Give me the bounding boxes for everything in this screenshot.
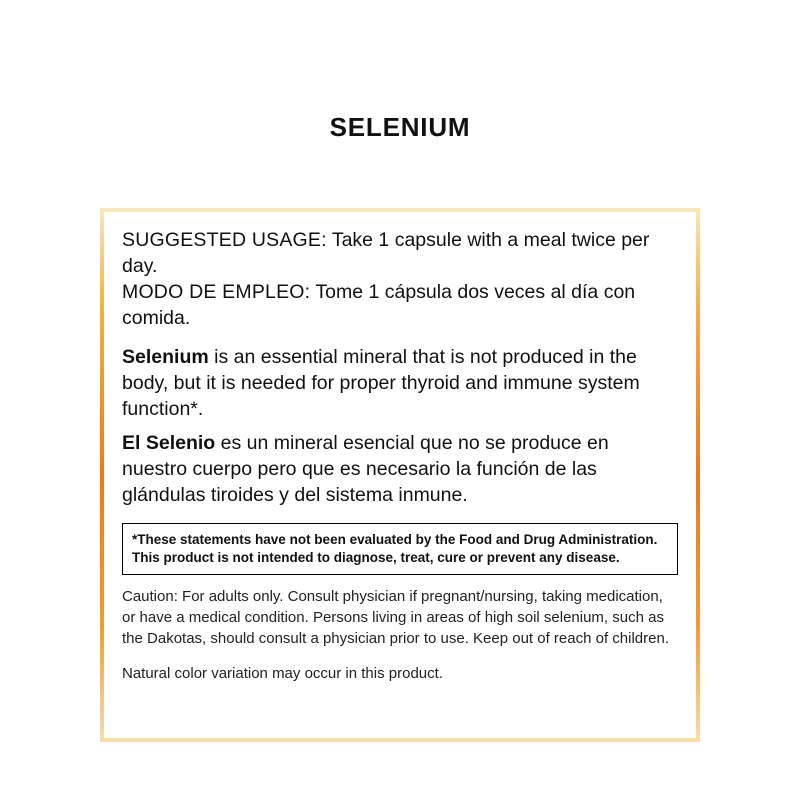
caution-text: Caution: For adults only. Consult physician if pregnant/nursing, taking medication, or have a medical condition. Persons living in areas of high soil selenium, such as the Dakotas, should consult a physician prior to use. Keep out of reach of children. [122, 588, 669, 647]
description-es [122, 431, 678, 509]
suggested-usage-en [122, 228, 678, 280]
suggested-usage-text: Take 1 capsule with a meal twice per day. [122, 229, 650, 277]
fda-disclaimer-text: *These statements have not been evaluated by the Food and Drug Administration. This product is not intended to diagnose, treat, cure or prevent any disease. [132, 532, 658, 565]
suggested-usage-label: SUGGESTED USAGE: [122, 229, 327, 251]
label-panel [100, 208, 700, 742]
modo-de-empleo-text: Tome 1 cápsula dos veces al día con comida. [122, 280, 636, 329]
spacer [122, 422, 678, 431]
natural-color-note: Natural color variation may occur in this product. [122, 665, 443, 683]
description-es-term: El Selenio [122, 432, 216, 455]
description-es-paragraph [122, 431, 678, 509]
description-en-text: is an essential mineral that is not produced in the body, but it is needed for proper thyroid and immune system function*. [122, 345, 640, 420]
suggested-usage-es [122, 280, 678, 332]
description-en-paragraph [122, 345, 678, 423]
usage-section [122, 228, 678, 332]
description-en-term: Selenium [122, 345, 209, 368]
description-en [122, 345, 678, 423]
label-panel-inner [104, 212, 696, 738]
fda-disclaimer-box [122, 523, 678, 575]
page-title: SELENIUM [329, 112, 471, 142]
spacer [122, 332, 678, 345]
modo-de-empleo-label: MODO DE EMPLEO: [122, 280, 311, 303]
description-es-text: es un mineral esencial que no se produce en nuestro cuerpo pero que es necesario la función de las glándulas tiroides y del sistema inmune. [122, 432, 609, 507]
